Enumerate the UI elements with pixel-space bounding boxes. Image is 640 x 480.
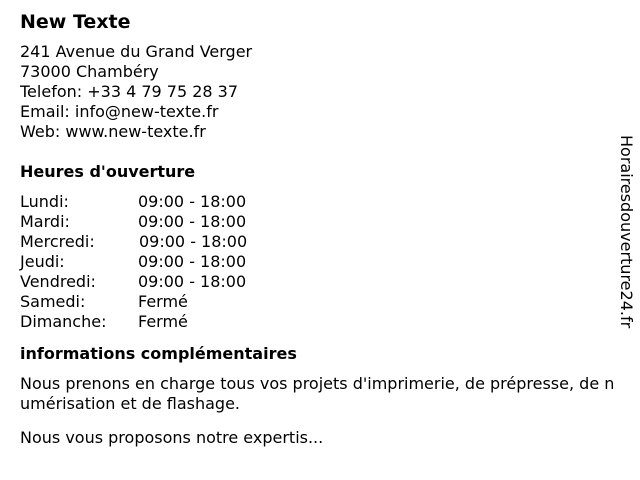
business-name: New Texte xyxy=(20,11,131,33)
day-label: Dimanche: xyxy=(20,312,107,331)
opening-hours-table xyxy=(20,192,615,332)
time-value: 09:00 - 18:00 xyxy=(138,212,247,231)
day-label: Samedi: xyxy=(20,292,86,311)
side-watermark xyxy=(616,135,638,370)
hours-row-friday xyxy=(20,272,615,292)
hours-row-saturday xyxy=(20,292,615,312)
time-value: 09:00 - 18:00 xyxy=(139,232,248,251)
additional-info-heading: informations complémentaires xyxy=(20,344,297,363)
address-street: 241 Avenue du Grand Verger xyxy=(20,42,253,61)
hours-row-thursday xyxy=(20,252,615,272)
day-label: Vendredi: xyxy=(20,272,96,291)
web-line: Web: www.new-texte.fr xyxy=(20,122,206,141)
hours-row-monday xyxy=(20,192,615,212)
time-value: 09:00 - 18:00 xyxy=(138,252,247,271)
time-value: 09:00 - 18:00 xyxy=(138,272,247,291)
email-line: Email: info@new-texte.fr xyxy=(20,102,219,121)
phone-line: Telefon: +33 4 79 75 28 37 xyxy=(20,82,239,101)
side-watermark-text: Horairesdouverture24.fr xyxy=(617,135,636,329)
business-card xyxy=(20,10,615,448)
time-value: Fermé xyxy=(138,312,188,331)
day-label: Mercredi: xyxy=(20,232,95,251)
contact-block xyxy=(20,42,615,142)
time-value: 09:00 - 18:00 xyxy=(138,192,247,211)
hours-row-wednesday xyxy=(20,232,615,252)
day-label: Mardi: xyxy=(20,212,70,231)
additional-info-excerpt: Nous vous proposons notre expertis... xyxy=(20,428,324,447)
time-value: Fermé xyxy=(138,292,188,311)
hours-row-sunday xyxy=(20,312,615,332)
additional-info-text: Nous prenons en charge tous vos projets d'imprimerie, de prépresse, de numérisation et de flashage. xyxy=(20,374,615,413)
address-city: 73000 Chambéry xyxy=(20,62,159,81)
hours-row-tuesday xyxy=(20,212,615,232)
opening-hours-heading: Heures d'ouverture xyxy=(20,162,196,181)
day-label: Jeudi: xyxy=(20,252,65,271)
day-label: Lundi: xyxy=(20,192,69,211)
